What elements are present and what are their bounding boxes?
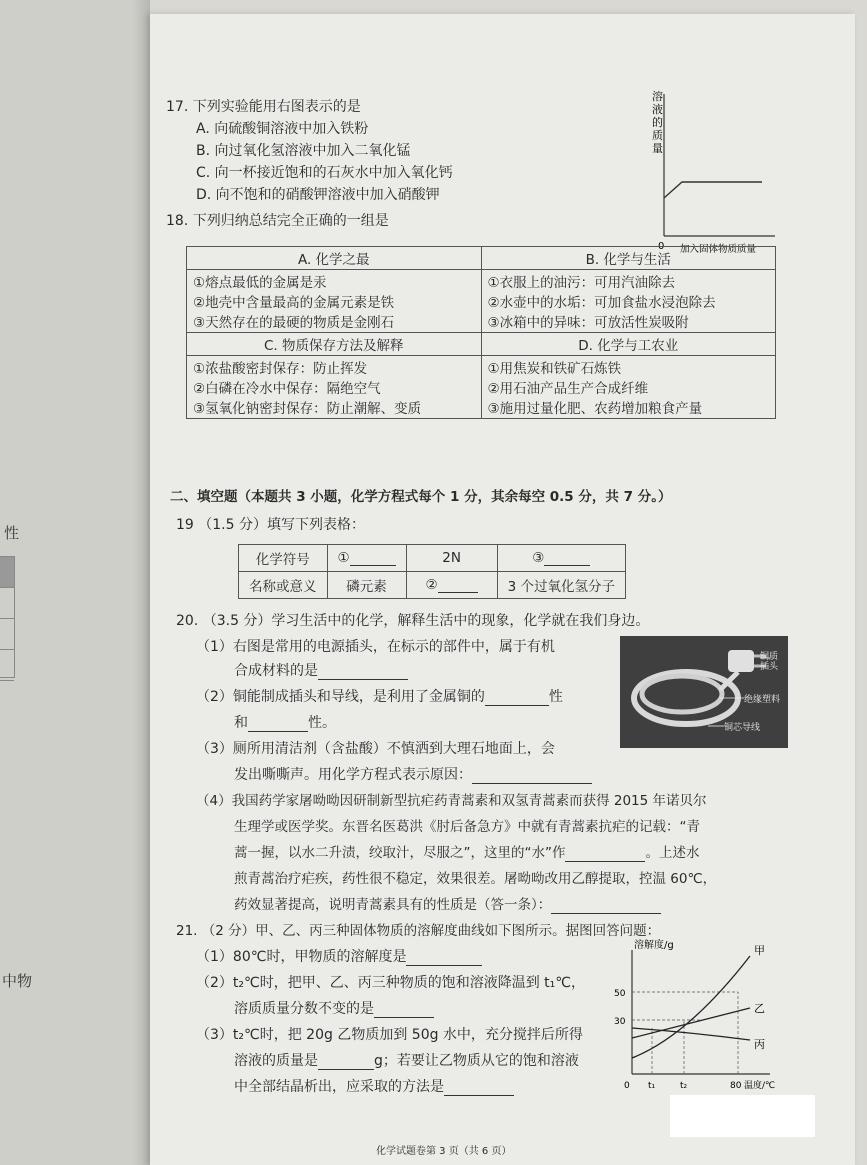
q21-x-label: 温度/℃ [744,1081,776,1091]
q17-x-label: 加入固体物质质量 [680,244,757,255]
q18-b-item: ①衣服上的油污：可用汽油除去 [487,275,676,291]
photo-label-wire: 铜芯导线 [724,723,761,733]
q18-d-items [481,356,776,419]
q21-tick-x: 80 [730,1081,742,1091]
redaction-box [670,1095,815,1137]
q19-cell: ② [406,572,497,599]
q21-tick-x: 0 [624,1081,630,1091]
q20-part4-line4: 煎青蒿治疗疟疾，药性很不稳定，效果很差。屠呦呦改用乙醇提取，控温 60℃， [234,871,717,887]
q17-option-d: D. 向不饱和的硝酸钾溶液中加入硝酸钾 [196,187,440,203]
q21-part3c: 中全部结晶析出，应采取的方法是 [234,1078,514,1096]
q18-d-item: ②用石油产品生产合成纤维 [487,381,649,397]
q17-option-c: C. 向一杯接近饱和的石灰水中加入氧化钙 [196,165,453,181]
photo-label-insulation: 绝缘塑料 [744,695,781,705]
page-footer: 化学试题卷第 3 页（共 6 页） [376,1146,512,1157]
q19-table [238,544,626,599]
q21-stem: 21. （2 分）甲、乙、丙三种固体物质的溶解度曲线如下图所示。据图回答问题： [176,923,661,939]
q20-part1a: （1）右图是常用的电源插头，在标示的部件中，属于有机 [196,639,555,655]
power-plug-photo [620,636,788,748]
q18-table [186,246,776,419]
q18-c-item: ①浓盐酸密封保存：防止挥发 [193,361,368,377]
q19-cell: 化学符号 [239,545,328,572]
q21-part1: （1）80℃时，甲物质的溶解度是 [196,948,482,966]
q20-part2a: （2）铜能制成插头和导线，是利用了金属铜的 性 [196,689,563,705]
q21-series-jia: 甲 [754,944,765,957]
q19-cell: 磷元素 [327,572,406,599]
q19-cell: 名称或意义 [239,572,328,599]
q21-solubility-graph [608,936,778,1096]
q17-y-label: 溶液的质量 [652,90,663,155]
q21-tick-x: t₁ [648,1081,656,1091]
q18-c-item: ②白磷在冷水中保存：隔绝空气 [193,381,381,397]
q20-part4-line3: 蒿一握，以水二升渍，绞取汁，尽服之”，这里的“水”作 。上述水 [234,845,700,861]
section-2-heading: 二、填空题（本题共 3 小题，化学方程式每个 1 分，其余每空 0.5 分，共 7 分。） [170,489,672,505]
q17-graph [640,86,780,256]
q17-curve [664,182,762,198]
q21-part2b: 溶质质量分数不变的是 [234,1000,434,1018]
q21-part3a: （3）t₂℃时，把 20g 乙物质加到 50g 水中，充分搅拌后所得 [196,1027,583,1043]
q20-part4-line1: （4）我国药学家屠呦呦因研制新型抗疟药青蒿素和双氢青蒿素而获得 2015 年诺贝尔 [196,793,707,809]
q17-option-b: B. 向过氧化氢溶液中加入二氧化锰 [196,143,411,159]
q19-cell: 3 个过氧化氢分子 [497,572,625,599]
q17-option-a: A. 向硫酸铜溶液中加入铁粉 [196,121,369,137]
q19-cell: ③ [497,545,625,572]
q20-stem: 20. （3.5 分）学习生活中的化学，解释生活中的现象，化学就在我们身边。 [176,613,650,629]
q20-part1b: 合成材料的是 [234,662,408,680]
q21-part3b: 溶液的质量是 g；若要让乙物质从它的饱和溶液 [234,1053,579,1069]
q18-c-items [187,356,482,419]
q19-stem: 19 （1.5 分）填写下列表格： [176,517,365,533]
q18-d-item: ③施用过量化肥、农药增加粮食产量 [487,401,703,417]
q18-a-item: ①熔点最低的金属是汞 [193,275,327,291]
q20-part2b: 和 性。 [234,715,336,731]
q21-tick-y: 30 [614,1017,626,1027]
q18-a-title: A. 化学之最 [187,247,482,270]
q20-part3b: 发出嘶嘶声。用化学方程式表示原因： [234,766,592,784]
q18-a-item: ③天然存在的最硬的物质是金刚石 [193,315,395,331]
q17-stem: 17. 下列实验能用右图表示的是 [166,99,361,115]
q21-curve-jia [632,956,750,1058]
q21-tick-y: 50 [614,989,626,999]
left-page-edge [0,0,150,1165]
left-page-fragment: 性 [4,524,20,542]
left-page-fragment: 中物 [2,972,33,990]
q21-series-bing: 丙 [754,1038,765,1051]
q18-d-item: ①用焦炭和铁矿石炼铁 [487,361,622,377]
q18-b-items [481,270,776,333]
left-page-table-fragment [0,556,15,678]
q20-part4-line2: 生理学或医学奖。东晋名医葛洪《肘后备急方》中就有青蒿素抗疟的记载：“青 [234,819,700,835]
q21-tick-x: t₂ [680,1081,688,1091]
q21-part2a: （2）t₂℃时，把甲、乙、丙三种物质的饱和溶液降温到 t₁℃， [196,975,586,991]
q18-b-item: ②水壶中的水垢：可加食盐水浸泡除去 [487,295,716,311]
q18-b-item: ③冰箱中的异味：可放活性炭吸附 [487,315,689,331]
q18-d-title: D. 化学与工农业 [481,333,776,356]
q18-stem: 18. 下列归纳总结完全正确的一组是 [166,213,389,229]
q18-a-items [187,270,482,333]
q18-c-item: ③氢氧化钠密封保存：防止潮解、变质 [193,401,422,417]
q18-b-title: B. 化学与生活 [481,247,776,270]
q18-c-title: C. 物质保存方法及解释 [187,333,482,356]
photo-label-plug: 铜质插头 [760,652,779,672]
exam-page [150,14,855,1165]
q20-part4-line5: 药效显著提高，说明青蒿素具有的性质是（答一条）： [234,896,661,914]
q17-origin: 0 [658,241,665,252]
q19-cell: ① [327,545,406,572]
q21-series-yi: 乙 [754,1002,765,1015]
q18-a-item: ②地壳中含量最高的金属元素是铁 [193,295,395,311]
q19-cell: 2N [406,545,497,572]
q20-part3a: （3）厕所用清洁剂（含盐酸）不慎洒到大理石地面上，会 [196,741,555,757]
q21-y-label: 溶解度/g [634,940,674,951]
